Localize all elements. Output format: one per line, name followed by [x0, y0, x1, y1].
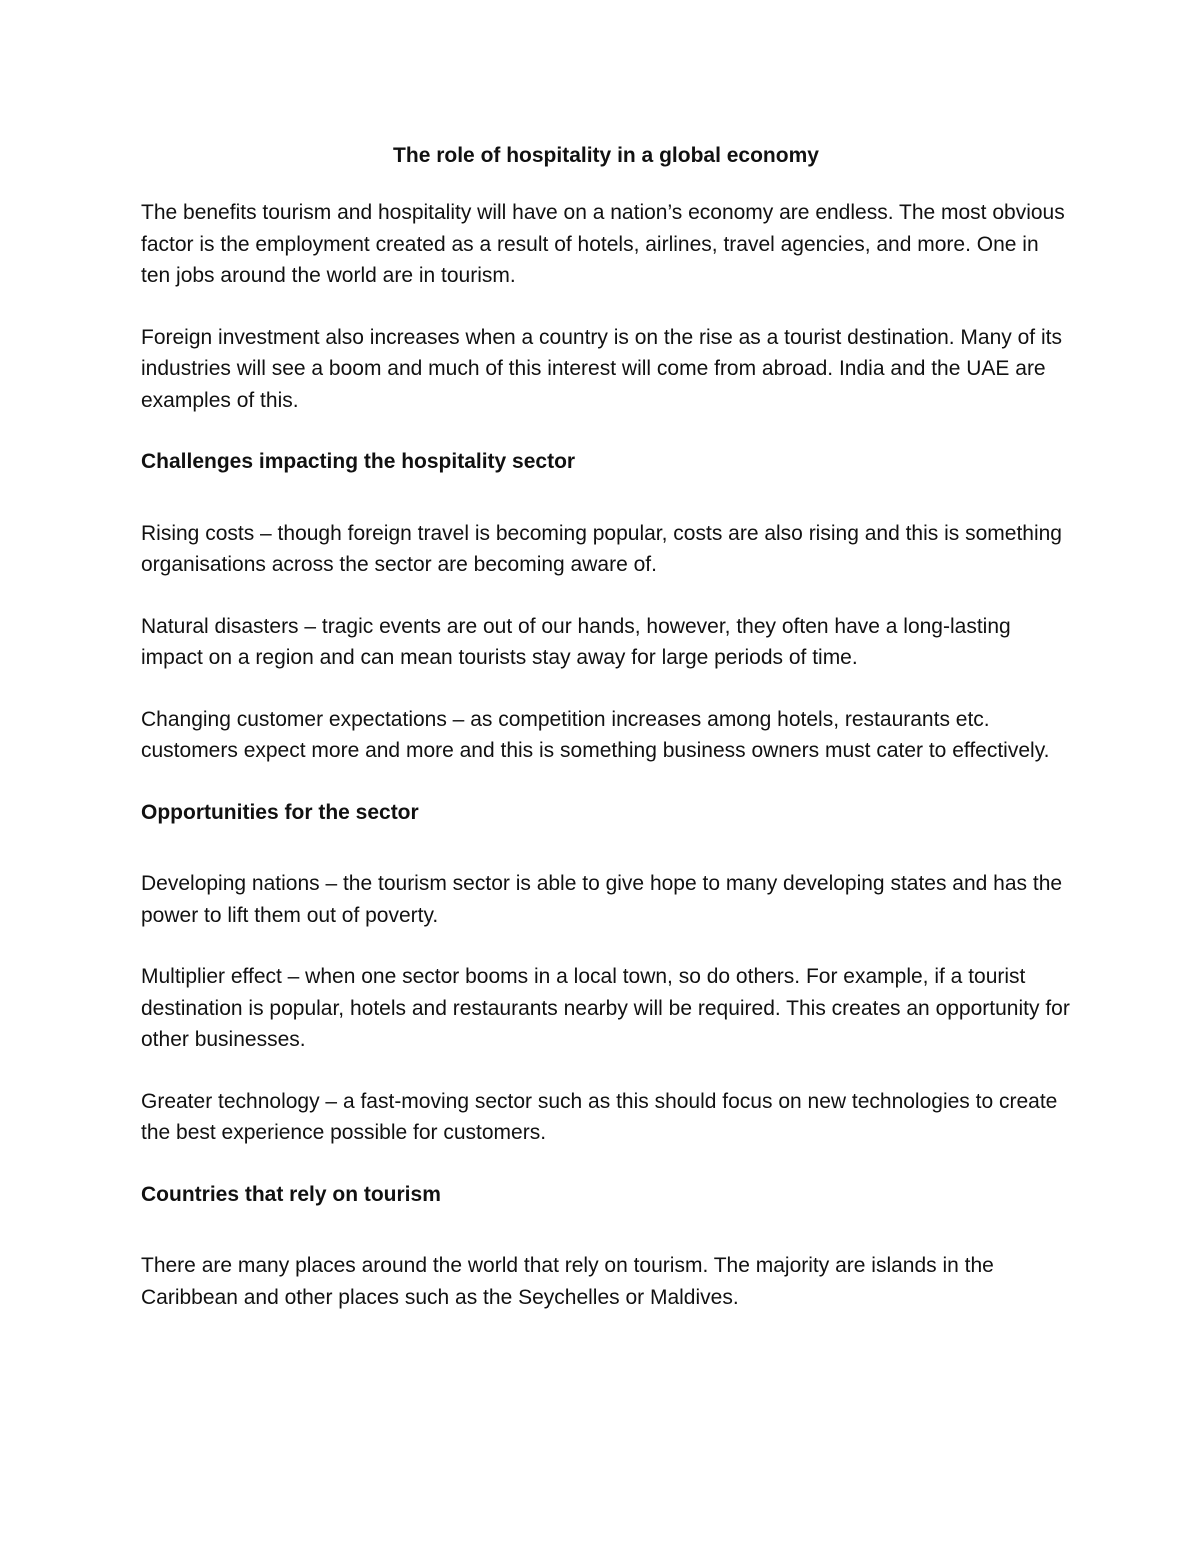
intro-paragraph-2: Foreign investment also increases when a country is on the rise as a tourist destination. Many of its industries will see a boom and much of this interest will come from abroad. India and the UAE are examples of this.	[141, 325, 1062, 412]
section-heading-challenges: Challenges impacting the hospitality sector	[141, 450, 576, 473]
challenge-natural-disasters: Natural disasters – tragic events are out of our hands, however, they often have a long-lasting impact on a region and can mean tourists stay away for large periods of time.	[141, 614, 1011, 669]
challenge-customer-expectations: Changing customer expectations – as competition increases among hotels, restaurants etc. customers expect more and more and this is something business owners must cater to effectively.	[141, 707, 1050, 762]
challenge-rising-costs: Rising costs – though foreign travel is becoming popular, costs are also rising and this is something organisations across the sector are becoming aware of.	[141, 521, 1062, 576]
document-page	[141, 140, 1071, 1343]
section-heading-opportunities: Opportunities for the sector	[141, 800, 419, 824]
opportunity-multiplier-effect: Multiplier effect – when one sector booms in a local town, so do others. For example, if a tourist destination is popular, hotels and restaurants nearby will be required. This creates an opportunity for other businesses.	[141, 965, 1070, 1051]
document-title: The role of hospitality in a global economy	[393, 144, 819, 167]
section-heading-countries: Countries that rely on tourism	[141, 1182, 441, 1206]
opportunity-greater-technology: Greater technology – a fast-moving sector such as this should focus on new technologies to create the best experience possible for customers.	[141, 1089, 1058, 1144]
intro-paragraph-1: The benefits tourism and hospitality will have on a nation’s economy are endless. The most obvious factor is the employment created as a result of hotels, airlines, travel agencies, and more. One in ten jobs around the world are in tourism.	[141, 201, 1065, 287]
opportunity-developing-nations: Developing nations – the tourism sector is able to give hope to many developing states and has the power to lift them out of poverty.	[141, 872, 1063, 927]
countries-paragraph: There are many places around the world that rely on tourism. The majority are islands in the Caribbean and other places such as the Seychelles or Maldives.	[141, 1254, 994, 1309]
